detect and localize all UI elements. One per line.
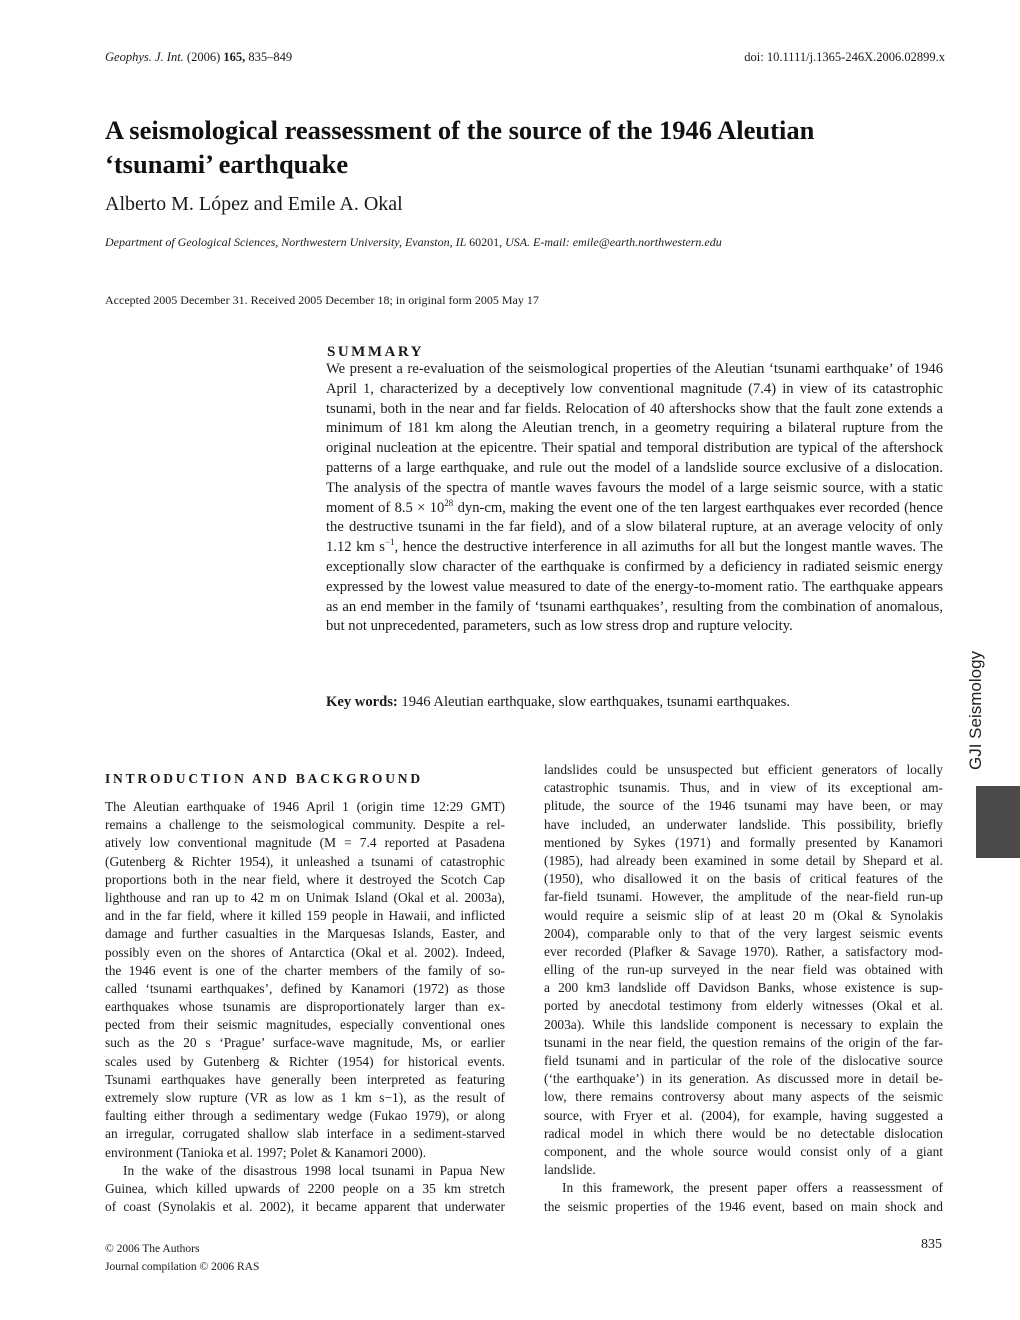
text-line: The Aleutian earthquake of 1946 April 1 (origin time 12:29 GMT) [105, 799, 505, 814]
text-line: Guinea, which killed upwards of 2200 people on a 35 km stretch [105, 1180, 505, 1196]
text-line: the 1946 event is one of the charter members of the family of so- [105, 962, 505, 978]
text-line: proportions both in the near field, where it destroyed the Scotch Cap [105, 871, 505, 887]
summary-part-3: , hence the destructive interference in all azimuths for all but the longest mantle waves. The exceptionally slow character of the earthquake is confirmed by a deficiency in radiated seismic energy expressed by the lowest value measured to date of the energy-to-moment ratio. The earthquake appears as an end member in the family of ‘tsunami earthquakes’, resulting from the combination of anomalous, but not unprecedented, parameters, such as low stress drop and rupture velocity. [326, 539, 943, 635]
text-line: remains a challenge to the seismological community. Despite a rel- [105, 817, 505, 833]
text-line: lighthouse and ran up to 42 m on Unimak Island (Okal et al. 2003a), [105, 889, 505, 905]
submission-dates: Accepted 2005 December 31. Received 2005 December 18; in original form 2005 May 17 [105, 293, 539, 307]
text-line: ported by anecdotal testimony from elderly witnesses (Okal et al. [544, 998, 943, 1014]
affiliation-contact: USA. E-mail: emile@earth.northwestern.edu [505, 235, 722, 249]
text-line: faulting either through a sedimentary wedge (Fukao 1979), or along [105, 1108, 505, 1124]
text-line: elling of the run-up surveyed in the near field was obtained with [544, 962, 943, 978]
keywords-label: Key words: [326, 694, 398, 710]
text-line: 2003a). While this landslide component is necessary to explain the [544, 1016, 943, 1032]
text-line: atively low conventional magnitude (M = 7.4 reported at Pasadena [105, 835, 505, 851]
summary-exponent-2: −1 [384, 537, 395, 548]
summary-part-1: We present a re-evaluation of the seismological properties of the Aleutian ‘tsunami earthquake’ of 1946 April 1, characterized by a deceptively low conventional magnitude (7.4) in view of its catastrophic tsunami, both in the near and far fields. Relocation of 40 aftershocks show that the fault zone extends a minimum of 181 km along the Aleutian trench, in a geometry requiring a bilateral rupture from the original nucleation at the epicentre. Their spatial and temporal distribution are typical of the aftershock patterns of a large earthquake, and rule out the model of a landslide source exclusive of a dislocation. The analysis of the spectra of mantle waves favours the model of a large seismic source, with a static moment of 8.5 × 10 [326, 361, 943, 516]
text-line: (Gutenberg & Richter 1954), it unleashed a tsunami of catastrophic [105, 853, 505, 869]
text-line: (‘the earthquake’) in its generation. As discussed more in detail be- [544, 1071, 943, 1087]
text-line: would require a seismic slip of at least 20 m (Okal & Synolakis [544, 907, 943, 923]
text-line: Tsunami earthquakes have generally been interpreted as featuring [105, 1071, 505, 1087]
left-column-text [105, 798, 505, 1216]
journal-volume: 165, [223, 50, 246, 64]
text-line: 2004), comparable only to that of the very largest seismic events [544, 925, 943, 941]
journal-pages: 835–849 [248, 50, 293, 64]
right-column-text [544, 761, 943, 1216]
text-line: and in the far field, where it killed 159 people in Hawaii, and inflicted [105, 908, 505, 924]
text-line: tsunami in the near field, the question remains of the origin of the far- [544, 1034, 943, 1050]
section-sidebar-label: GJI Seismology [966, 650, 985, 770]
summary-abstract [326, 360, 943, 637]
text-line: ever recorded (Plafker & Savage 1970). Rather, a satisfactory mod- [544, 943, 943, 959]
summary-exponent-1: 28 [444, 497, 454, 508]
text-line: mentioned by Sykes (1971) and formally presented by Kanamori [544, 834, 943, 850]
paper-title [105, 113, 925, 181]
text-line: damage and further casualties in the Marquesas Islands, Easter, and [105, 926, 505, 942]
summary-heading: SUMMARY [327, 344, 424, 360]
affiliation-institution: Department of Geological Sciences, Northwestern University, Evanston, IL [105, 235, 467, 249]
title-line-1: A seismological reassessment of the source of the 1946 Aleutian [105, 115, 815, 145]
text-line: component, and the whole source would consist only of a giant [544, 1143, 943, 1159]
text-line: source, with Fryer et al. (2004), for example, having suggested a [544, 1107, 943, 1123]
doi[interactable]: doi: 10.1111/j.1365-246X.2006.02899.x [744, 50, 945, 64]
summary-part-2: dyn-cm, making the event one of the ten largest earthquakes ever recorded (hence the destructive tsunami in the far field), and of a slow bilateral rupture, at an average velocity of only 1.12 km s [326, 499, 943, 556]
text-line: radical model in which there would be no detectable dislocation [544, 1125, 943, 1141]
keywords [326, 694, 943, 711]
text-line: have included, an underwater landslide. This possibility, briefly [544, 816, 943, 832]
text-line: called ‘tsunami earthquakes’, defined by Kanamori (1972) as those [105, 980, 505, 996]
text-line: In the wake of the disastrous 1998 local tsunami in Papua New [123, 1162, 505, 1178]
text-line: far-field tsunami. However, the amplitude of the near-field run-up [544, 889, 943, 905]
text-line: of coast (Synolakis et al. 2002), it became apparent that underwater [105, 1199, 505, 1215]
text-line: the seismic properties of the 1946 event, based on main shock and [544, 1198, 943, 1214]
text-line: environment (Tanioka et al. 1997; Polet & Kanamori 2000). [105, 1144, 427, 1160]
text-line: possibly even on the shores of Antarctica (Okal et al. 2002). Indeed, [105, 944, 505, 960]
text-line: a 200 km3 landslide off Davidson Banks, whose existence is sup- [544, 980, 943, 996]
text-line: an irregular, corrugated shallow slab interface in a sediment-starved [105, 1126, 505, 1142]
text-line: low, there remains controversy about many aspects of the seismic [544, 1089, 943, 1105]
text-line: catastrophic tsunamis. Thus, and in view of its exceptional am- [544, 780, 943, 796]
journal-year: (2006) [186, 50, 221, 64]
page-number: 835 [921, 1237, 942, 1252]
running-header-citation [105, 50, 292, 65]
author-list: Alberto M. López and Emile A. Okal [105, 193, 403, 215]
text-line: (1950), who disallowed it on the basis of critical features of the [544, 871, 943, 887]
introduction-heading: INTRODUCTION AND BACKGROUND [105, 771, 423, 786]
affiliation-zip: 60201, [469, 235, 503, 249]
copyright-journal: Journal compilation © 2006 RAS [105, 1261, 260, 1273]
text-line: such as the 20 s ‘Prague’ surface-wave magnitude, Ms, or earlier [105, 1035, 505, 1051]
section-sidebar-tab [976, 786, 1020, 858]
text-line: plitude, the source of the 1946 tsunami may have been, or may [544, 798, 943, 814]
keywords-list: 1946 Aleutian earthquake, slow earthquakes, tsunami earthquakes. [401, 694, 791, 710]
copyright-authors: © 2006 The Authors [105, 1243, 200, 1255]
text-line: earthquakes whose tsunamis are disproportionately larger than ex- [105, 999, 505, 1015]
text-line: landslides could be unsuspected but efficient generators of locally [544, 762, 943, 777]
text-line: landslide. [544, 1162, 596, 1178]
journal-name: Geophys. J. Int. [105, 50, 184, 64]
text-line: (1985), had already been examined in some detail by Shepard et al. [544, 852, 943, 868]
title-line-2: ‘tsunami’ earthquake [105, 149, 349, 179]
footer-copyright [105, 1240, 259, 1276]
text-line: field tsunami and in particular of the role of the dislocative source [544, 1053, 943, 1068]
text-line: scales used by Gutenberg & Richter (1954) for historical events. [105, 1053, 505, 1069]
text-line: extremely slow rupture (VR as low as 1 km s−1), as the result of [105, 1090, 505, 1105]
affiliation [105, 235, 722, 250]
text-line: pected from their seismic magnitudes, especially conventional ones [105, 1017, 505, 1033]
text-line: In this framework, the present paper offers a reassessment of [562, 1180, 943, 1196]
